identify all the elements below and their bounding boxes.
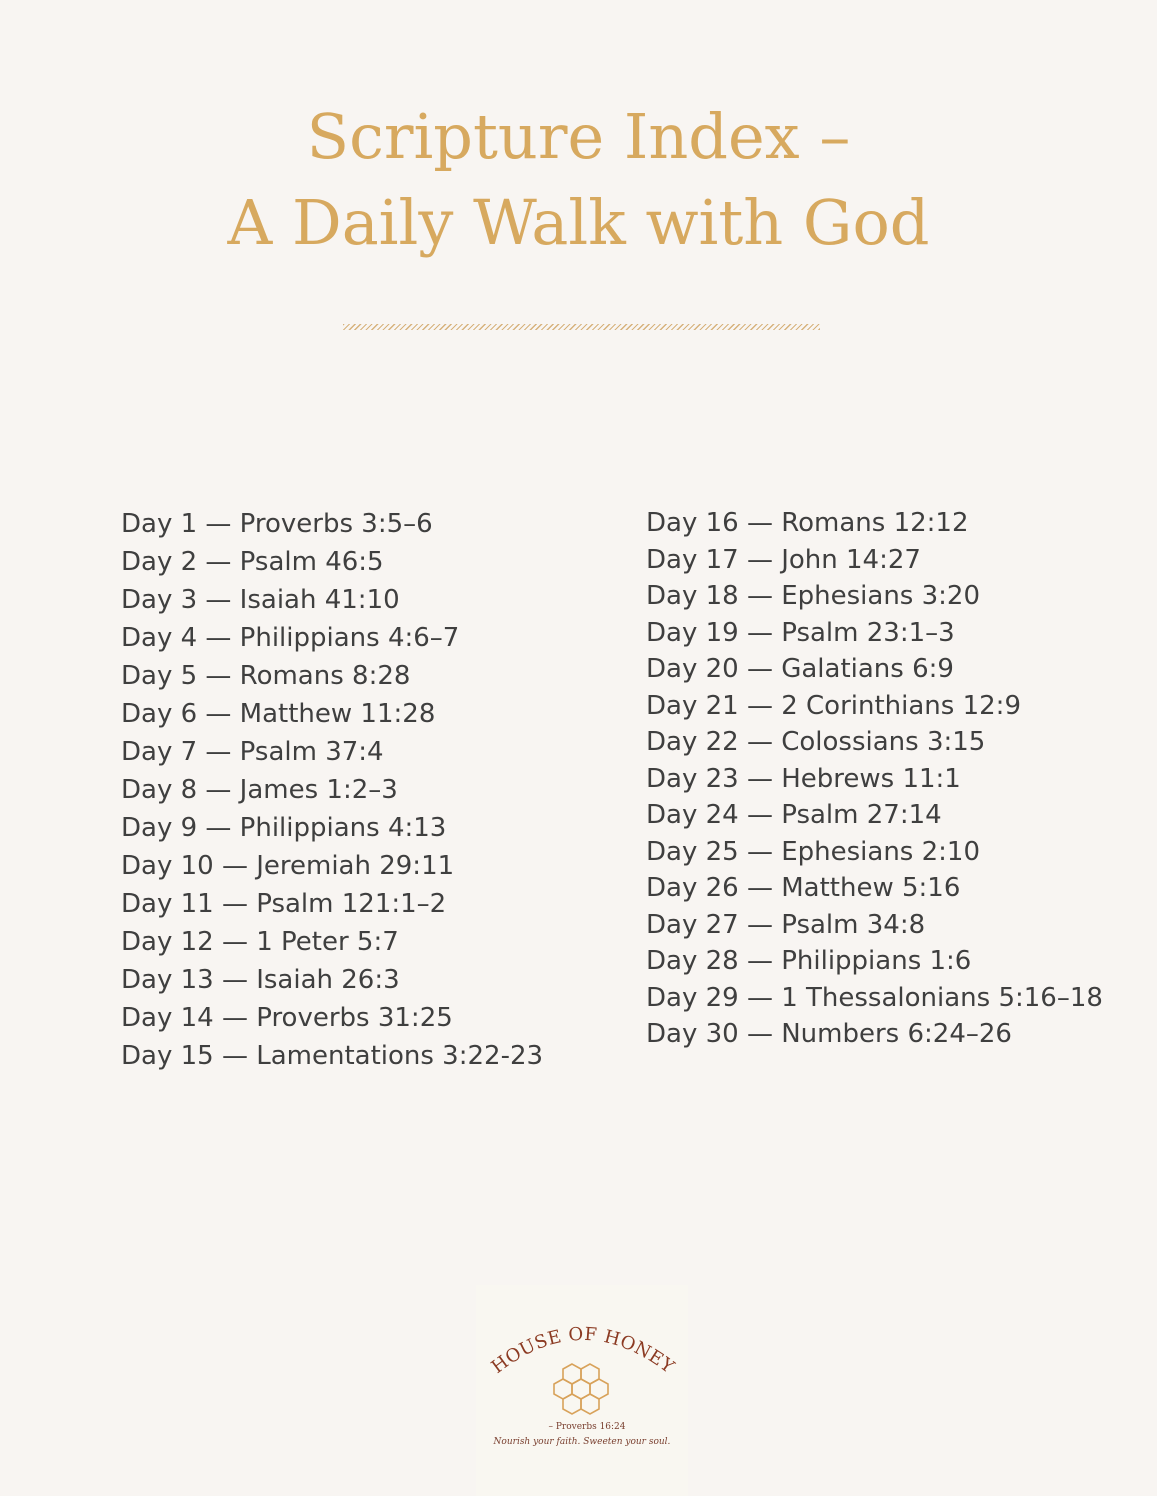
house-of-honey-logo <box>476 1285 688 1496</box>
scripture-entry: Day 10 — Jeremiah 29:11 <box>121 851 455 881</box>
honeycomb-icon <box>554 1364 608 1414</box>
scripture-entry: Day 7 — Psalm 37:4 <box>121 737 384 767</box>
scripture-entry: Day 12 — 1 Peter 5:7 <box>121 927 399 957</box>
scripture-entry: Day 6 — Matthew 11:28 <box>121 699 436 729</box>
scripture-entry: Day 23 — Hebrews 11:1 <box>646 763 961 794</box>
scripture-entry: Day 17 — John 14:27 <box>646 544 921 575</box>
scripture-entry: Day 20 — Galatians 6:9 <box>646 654 954 684</box>
scripture-entry: Day 21 — 2 Corinthians 12:9 <box>646 690 1021 721</box>
scripture-entry: Day 2 — Psalm 46:5 <box>121 547 384 577</box>
scripture-entry: Day 8 — James 1:2–3 <box>121 775 398 805</box>
scripture-list-right <box>646 505 1103 1053</box>
scripture-entry: Day 14 — Proverbs 31:25 <box>121 1003 453 1033</box>
logo-brand-text: HOUSE OF HONEY <box>487 1323 679 1378</box>
scripture-entry: Day 18 — Ephesians 3:20 <box>646 581 981 611</box>
scripture-entry: Day 29 — 1 Thessalonians 5:16–18 <box>646 982 1103 1013</box>
scripture-entry: Day 24 — Psalm 27:14 <box>646 800 942 830</box>
scripture-entry: Day 3 — Isaiah 41:10 <box>121 585 400 615</box>
scripture-entry: Day 1 — Proverbs 3:5–6 <box>121 509 433 539</box>
scripture-entry: Day 22 — Colossians 3:15 <box>646 727 986 757</box>
scripture-entry: Day 11 — Psalm 121:1–2 <box>121 889 447 919</box>
scripture-entry: Day 15 — Lamentations 3:22-23 <box>121 1041 544 1071</box>
scripture-entry: Day 9 — Philippians 4:13 <box>121 813 447 843</box>
scripture-entry: Day 26 — Matthew 5:16 <box>646 873 961 903</box>
page-title-line-2: A Daily Walk with God <box>227 186 930 259</box>
logo-tagline: Nourish your faith. Sweeten your soul. <box>493 1437 671 1447</box>
scripture-entry: Day 28 — Philippians 1:6 <box>646 946 972 976</box>
scripture-entry: Day 30 — Numbers 6:24–26 <box>646 1019 1012 1049</box>
scripture-entry: Day 13 — Isaiah 26:3 <box>121 965 400 995</box>
scripture-entry: Day 4 — Philippians 4:6–7 <box>121 623 460 653</box>
page-title-line-1: Scripture Index – <box>306 100 851 173</box>
decorative-divider <box>343 324 820 330</box>
scripture-entry: Day 25 — Ephesians 2:10 <box>646 836 981 867</box>
scripture-entry: Day 19 — Psalm 23:1–3 <box>646 617 955 648</box>
logo-graphic <box>476 1285 688 1496</box>
scripture-entry: Day 5 — Romans 8:28 <box>121 661 411 691</box>
logo-verse: – Proverbs 16:24 <box>548 1422 626 1432</box>
scripture-entry: Day 16 — Romans 12:12 <box>646 508 969 538</box>
scripture-list-left <box>121 505 543 1075</box>
scripture-entry: Day 27 — Psalm 34:8 <box>646 909 926 940</box>
